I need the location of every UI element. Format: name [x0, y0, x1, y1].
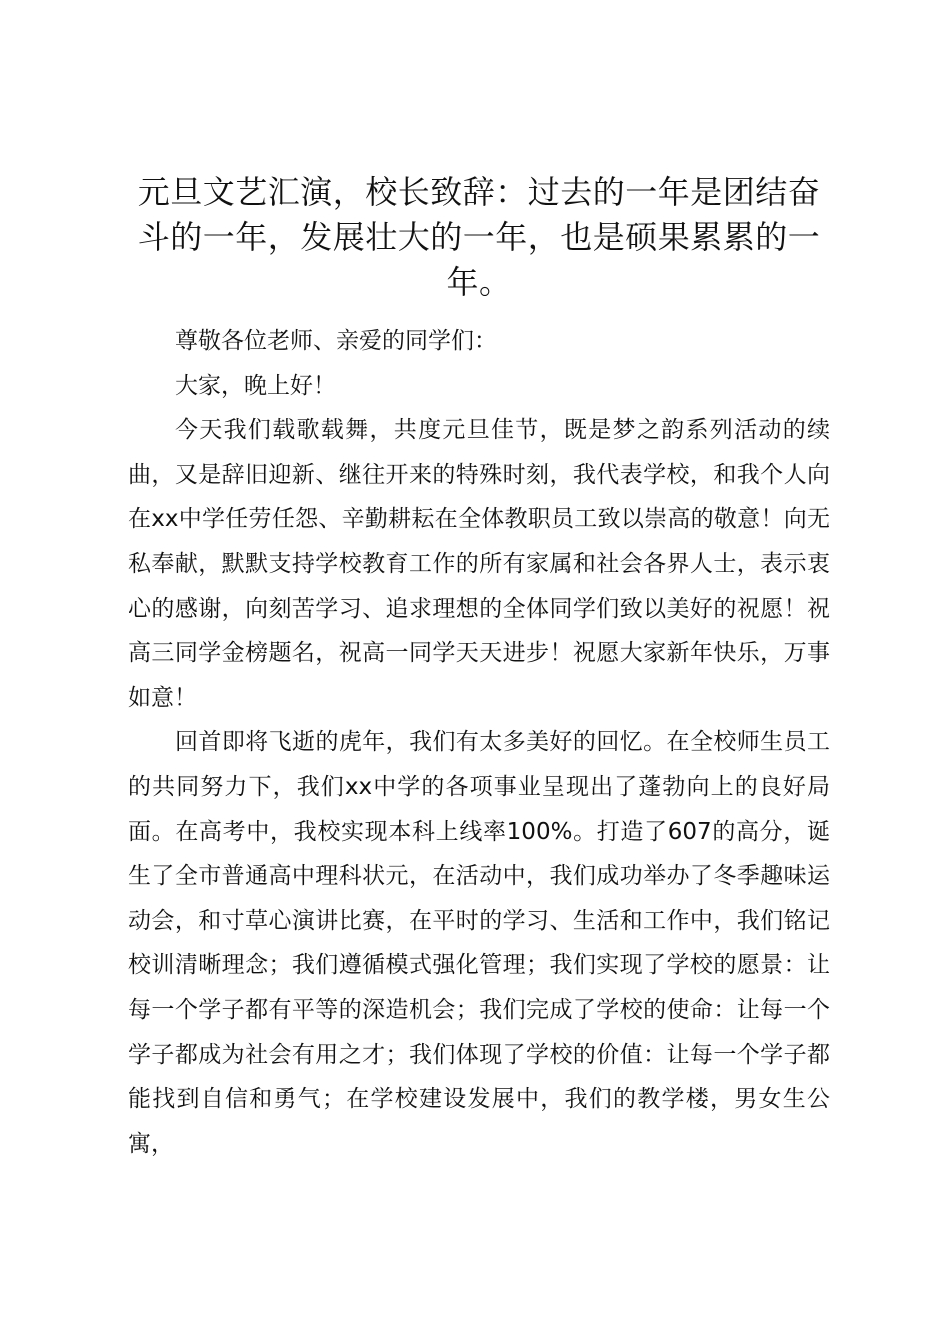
body-paragraph-1: 今天我们载歌载舞，共度元旦佳节，既是梦之韵系列活动的续曲，又是辞旧迎新、继往开来的特殊时刻，我代表学校，和我个人向在xx中学任劳任怨、辛勤耕耘在全体教职员工致以崇高的敬意！向无私奉献，默默支持学校教育工作的所有家属和社会各界人士，表示衷心的感谢，向刻苦学习、追求理想的全体同学们致以美好的祝愿！祝高三同学金榜题名，祝高一同学天天进步！祝愿大家新年快乐，万事如意！ [128, 417, 830, 711]
salutation: 尊敬各位老师、亲爱的同学们： [175, 328, 497, 354]
greeting: 大家，晚上好！ [175, 372, 336, 399]
document-page [128, 170, 830, 1166]
body-paragraph-2: 回首即将飞逝的虎年，我们有太多美好的回忆。在全校师生员工的共同努力下，我们xx中学的各项事业呈现出了蓬勃向上的良好局面。在高考中，我校实现本科上线率100%。打造了607的高分，诞生了全市普通高中理科状元，在活动中，我们成功举办了冬季趣味运动会，和寸草心演讲比赛，在平时的学习、生活和工作中，我们铭记校训清晰理念；我们遵循模式强化管理；我们实现了学校的愿景：让每一个学子都有平等的深造机会；我们完成了学校的使命：让每一个学子都成为社会有用之才；我们体现了学校的价值：让每一个学子都能找到自信和勇气；在学校建设发展中，我们的教学楼，男女生公寓， [128, 729, 830, 1157]
document-title: 元旦文艺汇演，校长致辞：过去的一年是团结奋斗的一年，发展壮大的一年，也是硕果累累的一年。 [137, 173, 821, 301]
